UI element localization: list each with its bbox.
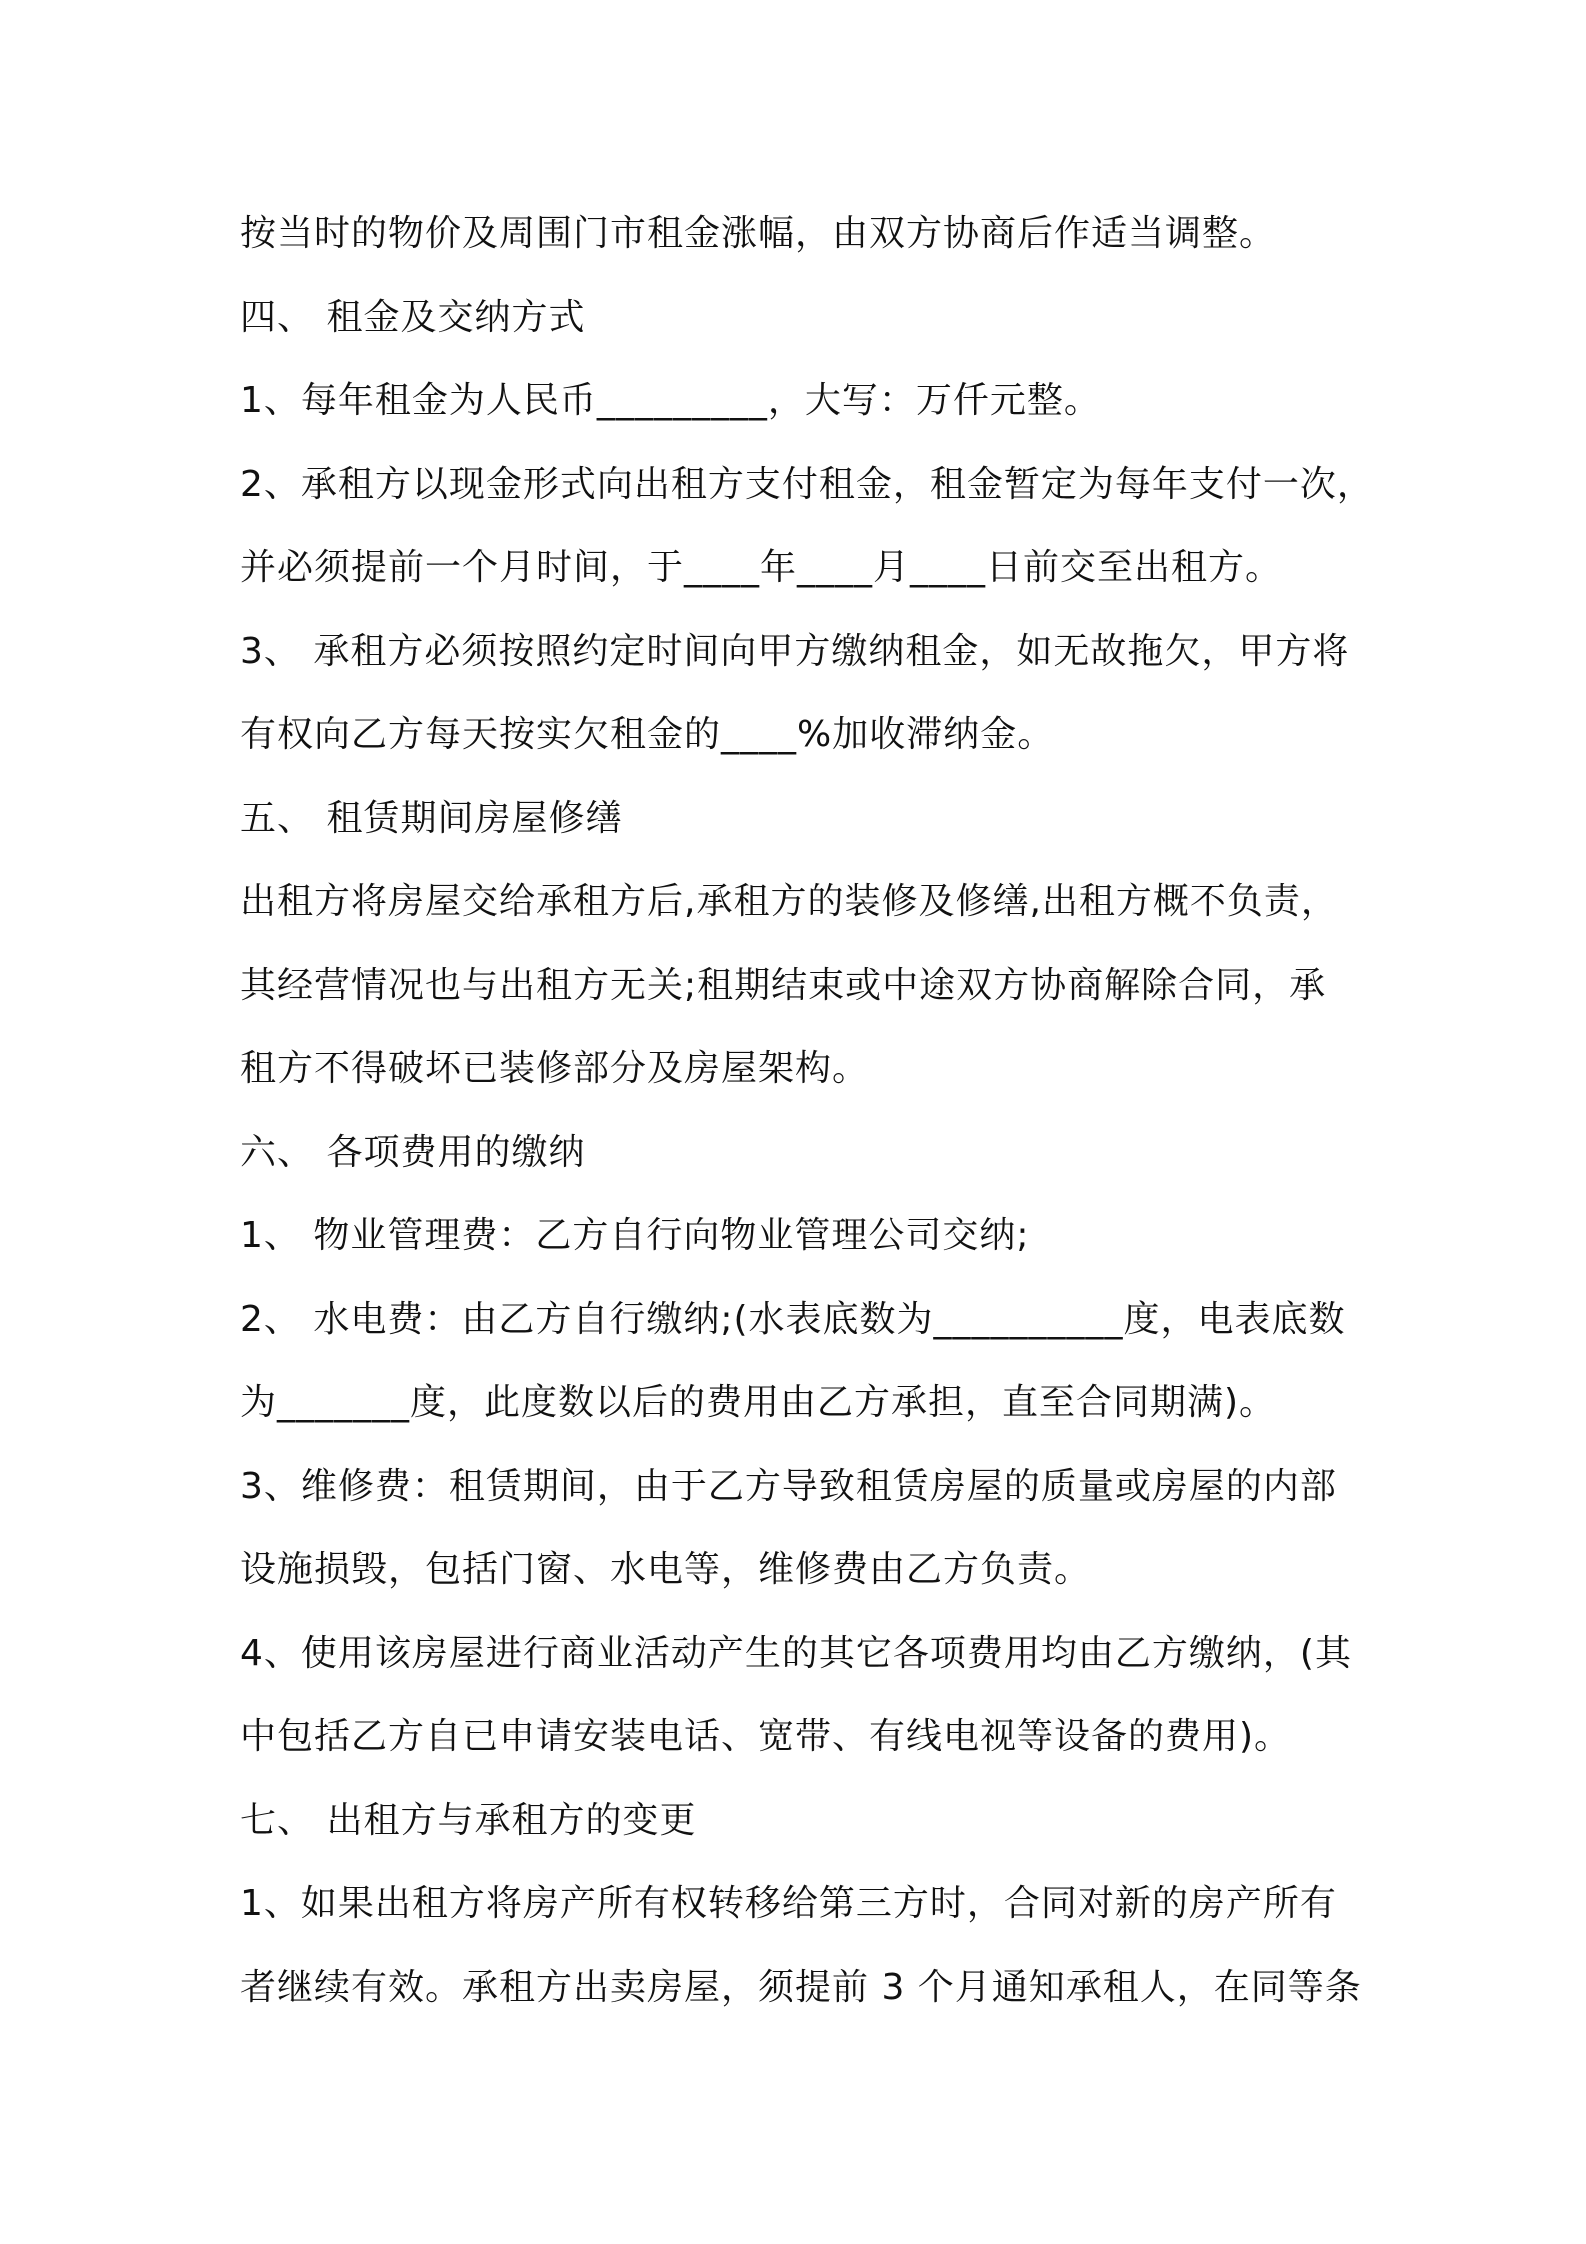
section-heading: 六、 各项费用的缴纳 (240, 1131, 586, 1173)
section-heading: 五、 租赁期间房屋修缮 (240, 797, 623, 839)
paragraph-line: 并必须提前一个月时间，于____年____月____日前交至出租方。 (240, 547, 1283, 588)
paragraph-line: 4、使用该房屋进行商业活动产生的其它各项费用均由乙方缴纳，(其 (240, 1632, 1352, 1674)
paragraph-line: 为_______度，此度数以后的费用由乙方承担，直至合同期满)。 (240, 1382, 1277, 1423)
paragraph-line: 出租方将房屋交给承租方后,承租方的装修及修缮,出租方概不负责， (240, 881, 1338, 922)
paragraph-line: 3、 承租方必须按照约定时间向甲方缴纳租金，如无故拖欠，甲方将 (240, 630, 1350, 672)
paragraph-line: 1、每年租金为人民币_________，大写：万仟元整。 (240, 380, 1101, 421)
paragraph-line: 设施损毁，包括门窗、水电等，维修费由乙方负责。 (240, 1549, 1092, 1590)
paragraph-line: 1、 物业管理费：乙方自行向物业管理公司交纳; (240, 1215, 1030, 1256)
paragraph-line: 有权向乙方每天按实欠租金的____%加收滞纳金。 (240, 714, 1055, 755)
paragraph-line: 2、 水电费：由乙方自行缴纳;(水表底数为__________度，电表底数 (240, 1298, 1346, 1340)
paragraph-line: 中包括乙方自已申请安装电话、宽带、有线电视等设备的费用)。 (240, 1716, 1292, 1757)
paragraph-line: 1、如果出租方将房产所有权转移给第三方时，合同对新的房产所有 (240, 1883, 1337, 1924)
paragraph-line: 其经营情况也与出租方无关;租期结束或中途双方协商解除合同，承 (240, 964, 1327, 1006)
paragraph-line: 3、维修费：租赁期间，由于乙方导致租赁房屋的质量或房屋的内部 (240, 1465, 1337, 1507)
section-heading: 七、 出租方与承租方的变更 (240, 1799, 697, 1841)
paragraph-line: 2、承租方以现金形式向出租方支付租金，租金暂定为每年支付一次， (240, 463, 1374, 505)
paragraph-line: 租方不得破坏已装修部分及房屋架构。 (240, 1048, 870, 1089)
paragraph-line: 按当时的物价及周围门市租金涨幅，由双方协商后作适当调整。 (240, 213, 1277, 254)
section-heading: 四、 租金及交纳方式 (240, 296, 586, 338)
paragraph-line: 者继续有效。承租方出卖房屋，须提前 3 个月通知承租人，在同等条 (240, 1966, 1362, 2008)
document-body (240, 192, 1374, 2029)
